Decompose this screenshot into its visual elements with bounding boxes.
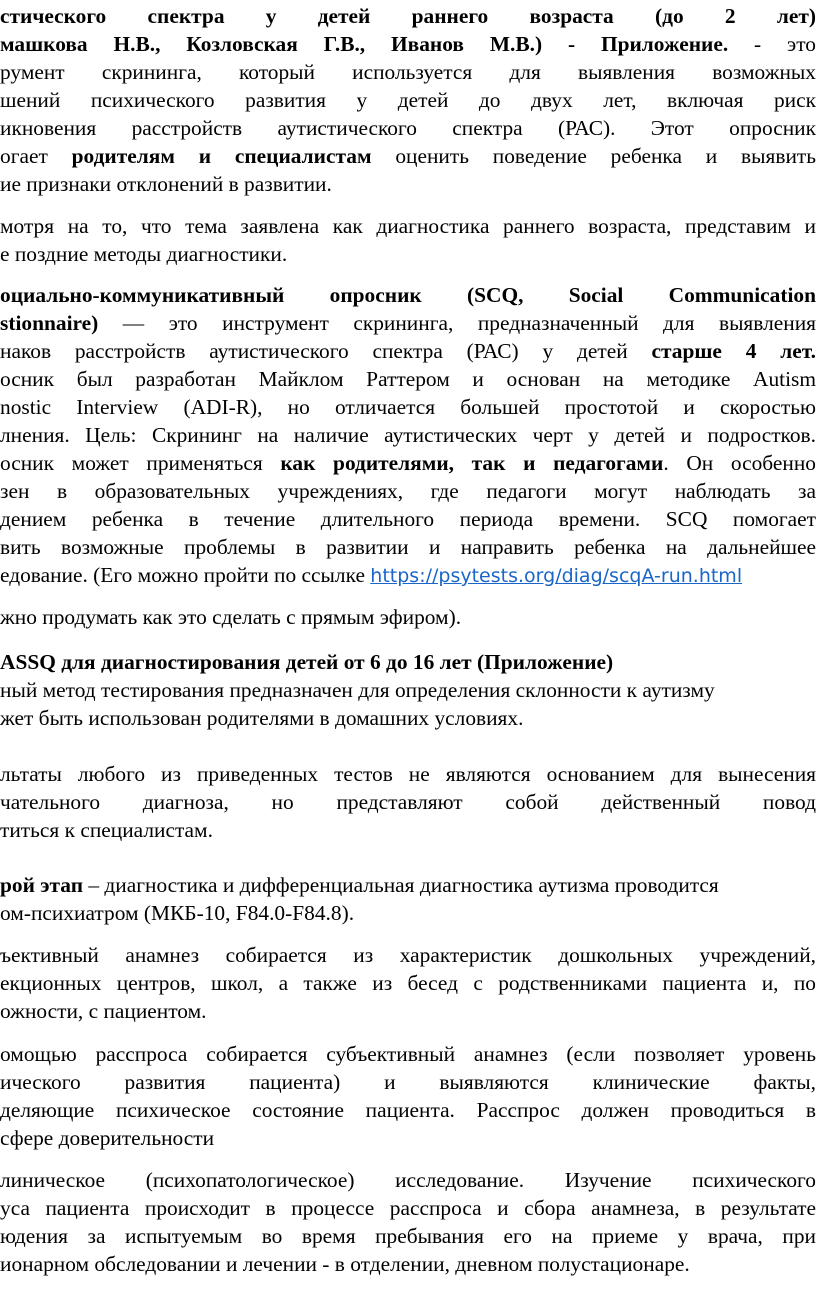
text-line: [0, 212, 816, 240]
text-line: [0, 1096, 816, 1124]
scq-test-link[interactable]: https://psytests.org/diag/scqA-run.html: [370, 565, 743, 587]
text-line: [0, 533, 816, 561]
text-line: [0, 2, 816, 30]
bold-text: родителям и специалистам: [71, 144, 372, 168]
body-text: вить возможные проблемы в развитии и направить ребенка на дальнейшее: [0, 535, 816, 559]
text-line: [0, 477, 816, 505]
text-line: [0, 1068, 816, 1096]
bold-text: stionnaire): [0, 311, 99, 335]
text-line: [0, 30, 816, 58]
text-line: [0, 449, 816, 477]
bold-text: рой этап: [0, 873, 84, 897]
text-line: [0, 309, 816, 337]
text-line: [0, 421, 816, 449]
text-line: [0, 86, 816, 114]
body-text: ный метод тестирования предназначен для определения склонности к аутизму: [0, 678, 715, 702]
body-text: ического развития пациента) и выявляются клинические факты,: [0, 1070, 816, 1094]
body-text: екционных центров, школ, а также из бесед с родственниками пациента и, по: [0, 971, 816, 995]
text-line: [0, 240, 287, 268]
text-line: [0, 788, 816, 816]
bold-text: как родителями, так и педагогами: [280, 451, 664, 475]
body-text: nostic Interview (ADI-R), но отличается большей простотой и скоростью: [0, 395, 816, 419]
text-line: [0, 337, 816, 365]
text-line: [0, 142, 816, 170]
bold-text: старше 4 лет.: [651, 339, 816, 363]
text-line: [0, 1124, 214, 1152]
body-text: осник был разработан Майклом Раттером и основан на методике Autism: [0, 367, 816, 391]
bold-text: машкова Н.В., Козловская Г.В., Иванов М.В.) - Приложение.: [0, 32, 729, 56]
text-line: [0, 114, 816, 142]
text-line: [0, 816, 213, 844]
body-text: шений психического развития у детей до двух лет, включая риск: [0, 88, 816, 112]
text-line: [0, 58, 816, 86]
text-line: [0, 1040, 816, 1068]
body-text: . Он особенно: [663, 451, 816, 475]
body-text: е поздние методы диагностики.: [0, 242, 288, 266]
body-text: ъективный анамнез собирается из характеристик дошкольных учреждений,: [0, 943, 816, 967]
body-text: румент скрининга, который используется для выявления возможных: [0, 60, 816, 84]
body-text: осник может применяться: [0, 451, 281, 475]
text-line: [0, 281, 816, 309]
body-text: наков расстройств аутистического спектра (РАС) у детей: [0, 339, 652, 363]
body-text: уса пациента происходит в процессе расспроса и сбора анамнеза, в результате: [0, 1196, 816, 1220]
body-text: зен в образовательных учреждениях, где педагоги могут наблюдать за: [0, 479, 816, 503]
body-text: - это: [728, 32, 816, 56]
text-line: [0, 941, 816, 969]
text-line: [0, 648, 613, 676]
body-text: едование. (Его можно пройти по ссылке: [0, 563, 371, 587]
body-text: огает: [0, 144, 72, 168]
body-text: дением ребенка в течение длительного периода времени. SCQ помогает: [0, 507, 816, 531]
bold-text: оциально-коммуникативный опросник (SCQ, Social Communication: [0, 283, 816, 307]
text-line: [0, 704, 523, 732]
text-line: [0, 393, 816, 421]
bold-text: ASSQ для диагностирования детей от 6 до 16 лет (Приложение): [0, 650, 614, 674]
text-line: [0, 1250, 690, 1278]
bold-text: стического спектра у детей раннего возраста (до 2 лет): [0, 4, 816, 28]
text-line: [0, 170, 332, 198]
body-text: – диагностика и дифференциальная диагностика аутизма проводится: [83, 873, 719, 897]
body-text: юдения за испытуемым во время пребывания его на приеме у врача, при: [0, 1224, 816, 1248]
text-line: [0, 603, 461, 631]
body-text: ожности, с пациентом.: [0, 999, 207, 1023]
body-text: икновения расстройств аутистического спектра (РАС). Этот опросник: [0, 116, 816, 140]
text-line: [0, 969, 816, 997]
body-text: жно продумать как это сделать с прямым эфиром).: [0, 605, 462, 629]
body-text: ионарном обследовании и лечении - в отделении, дневном полустационаре.: [0, 1252, 690, 1276]
text-line: [0, 1222, 816, 1250]
body-text: — это инструмент скрининга, предназначенный для выявления: [98, 311, 816, 335]
body-text: оценить поведение ребенка и выявить: [371, 144, 816, 168]
body-text: ие признаки отклонений в развитии.: [0, 172, 332, 196]
text-line: [0, 760, 816, 788]
text-line: [0, 1194, 816, 1222]
text-line: [0, 997, 206, 1025]
body-text: лнения. Цель: Скрининг на наличие аутистических черт у детей и подростков.: [0, 423, 816, 447]
body-text: чательного диагноза, но представляют собой действенный повод: [0, 790, 816, 814]
body-text: омощью расспроса собирается субъективный анамнез (если позволяет уровень: [0, 1042, 816, 1066]
text-line: [0, 899, 354, 927]
body-text: льтаты любого из приведенных тестов не являются основанием для вынесения: [0, 762, 816, 786]
body-text: титься к специалистам.: [0, 818, 213, 842]
text-line: [0, 365, 816, 393]
text-line: [0, 505, 816, 533]
body-text: жет быть использован родителями в домашних условиях.: [0, 706, 524, 730]
body-text: сфере доверительности: [0, 1126, 215, 1150]
text-line: [0, 676, 715, 704]
text-line: [0, 871, 719, 899]
body-text: ом-психиатром (МКБ-10, F84.0-F84.8).: [0, 901, 355, 925]
text-line: [0, 1166, 816, 1194]
body-text: линическое (психопатологическое) исследование. Изучение психического: [0, 1168, 816, 1192]
body-text: мотря на то, что тема заявлена как диагностика раннего возраста, представим и: [0, 214, 816, 238]
text-line: [0, 561, 742, 589]
body-text: деляющие психическое состояние пациента. Расспрос должен проводиться в: [0, 1098, 816, 1122]
